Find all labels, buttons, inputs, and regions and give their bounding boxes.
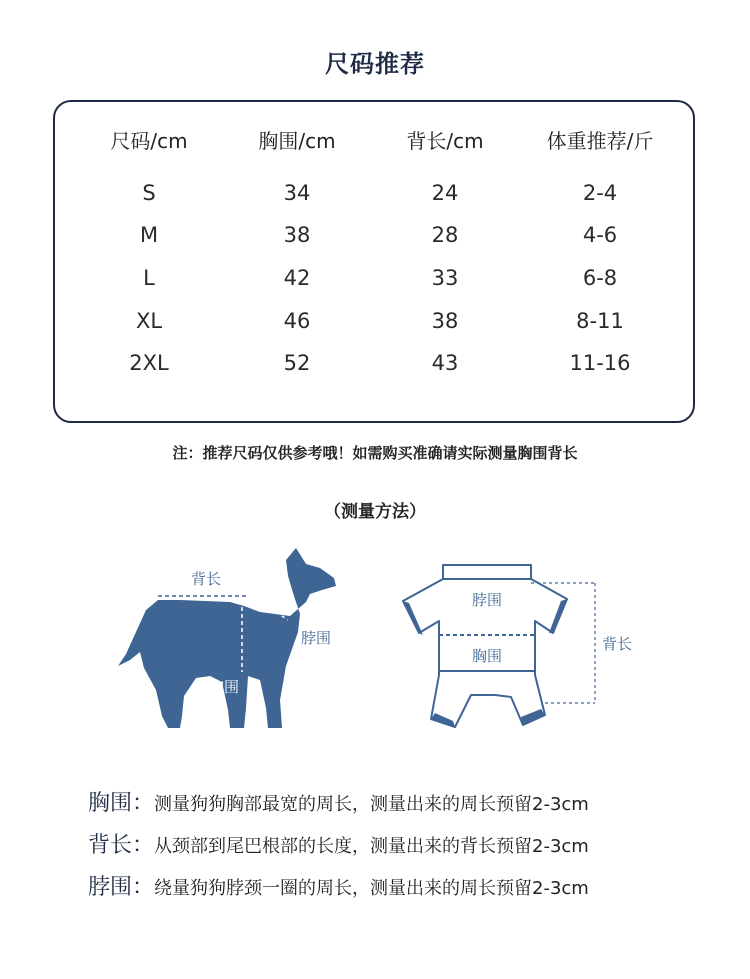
table-cell: 38 xyxy=(283,223,311,247)
desc-text: 测量狗狗胸部最宽的周长，测量出来的周长预留2-3cm xyxy=(154,794,589,815)
shirt-back-label: 背长 xyxy=(601,635,633,653)
shirt-chest-label: 胸围 xyxy=(471,647,503,665)
size-note: 注：推荐尺码仅供参考哦！如需购买准确请实际测量胸围背长 xyxy=(172,444,578,462)
desc-neck xyxy=(88,870,589,901)
table-cell: XL xyxy=(135,309,163,333)
table-cell: 2XL xyxy=(129,351,169,375)
table-cell: 6-8 xyxy=(582,266,618,290)
table-cell: 28 xyxy=(431,223,459,247)
shirt-diagram xyxy=(395,555,645,740)
table-cell: 43 xyxy=(431,351,459,375)
page-title: 尺码推荐 xyxy=(325,50,425,78)
dog-diagram xyxy=(110,540,350,740)
desc-label: 背长： xyxy=(88,833,155,858)
header-weight: 体重推荐/斤 xyxy=(546,129,654,153)
table-cell: M xyxy=(139,223,159,247)
table-cell: S xyxy=(142,181,156,205)
dog-neck-label: 脖围 xyxy=(300,629,332,647)
table-cell: 24 xyxy=(431,181,459,205)
table-cell: 8-11 xyxy=(576,309,624,333)
table-cell: L xyxy=(143,266,155,290)
table-cell: 11-16 xyxy=(569,351,631,375)
desc-chest xyxy=(88,786,589,817)
table-cell: 4-6 xyxy=(582,223,618,247)
table-cell: 33 xyxy=(431,266,459,290)
table-cell: 42 xyxy=(283,266,311,290)
shirt-neck-label: 脖围 xyxy=(471,591,503,609)
header-back: 背长/cm xyxy=(406,129,484,153)
desc-text: 从颈部到尾巴根部的长度，测量出来的背长预留2-3cm xyxy=(154,836,589,857)
table-cell: 38 xyxy=(431,309,459,333)
desc-text: 绕量狗狗脖颈一圈的周长，测量出来的周长预留2-3cm xyxy=(154,878,589,899)
table-cell: 46 xyxy=(283,309,311,333)
desc-back xyxy=(88,828,589,859)
dog-chest-label: 胸围 xyxy=(208,678,240,696)
shirt-outline-icon xyxy=(403,565,567,727)
desc-label: 胸围： xyxy=(88,791,155,816)
method-title: （测量方法） xyxy=(324,502,426,522)
table-cell: 2-4 xyxy=(582,181,618,205)
size-table xyxy=(53,100,695,423)
desc-label: 脖围： xyxy=(88,875,155,900)
table-cell: 52 xyxy=(283,351,311,375)
header-chest: 胸围/cm xyxy=(258,129,336,153)
dog-back-label: 背长 xyxy=(190,570,222,588)
table-cell: 34 xyxy=(283,181,311,205)
header-size: 尺码/cm xyxy=(110,129,188,153)
